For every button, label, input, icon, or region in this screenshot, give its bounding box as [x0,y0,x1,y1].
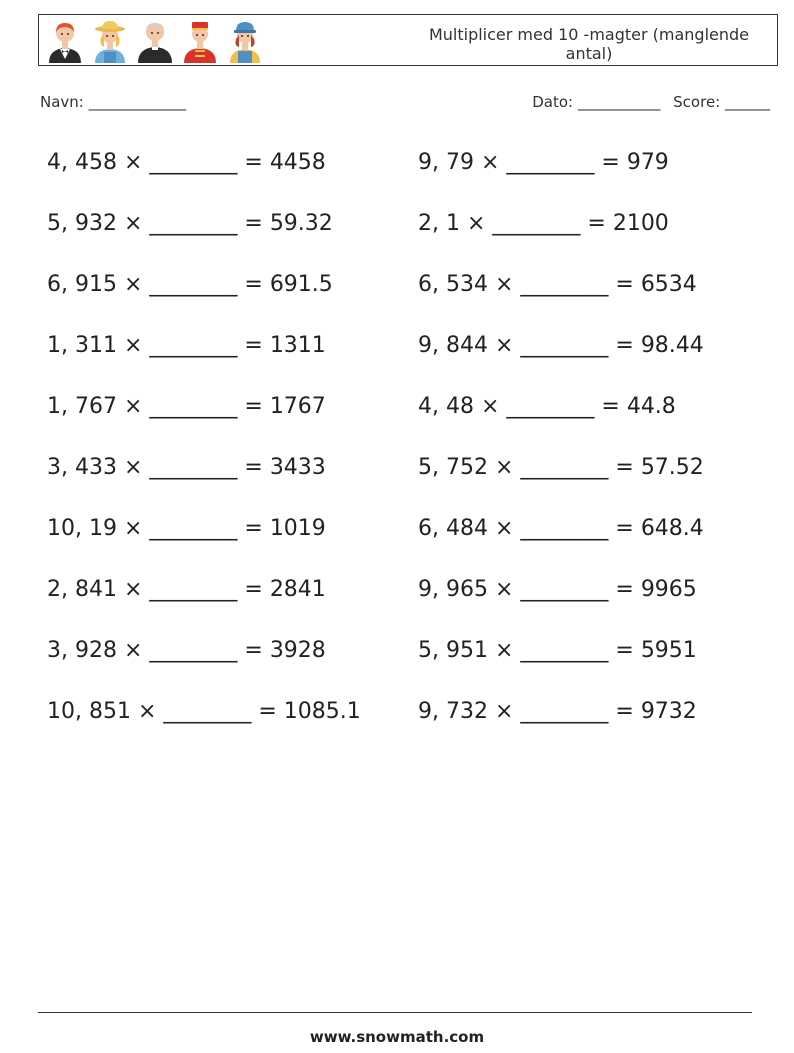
worker-avatar-icon [225,19,265,63]
problem-item: 6, 484 × ________ = 648.4 [418,516,704,541]
problem-item: 3, 433 × ________ = 3433 [47,455,326,480]
bellhop-avatar-icon [180,19,220,63]
worksheet-header [38,14,778,66]
problem-row [0,450,794,511]
problem-item: 2, 1 × ________ = 2100 [418,211,669,236]
problem-row [0,511,794,572]
farmer-avatar-icon [90,19,130,63]
problem-row [0,389,794,450]
problem-row [0,206,794,267]
problem-item: 9, 732 × ________ = 9732 [418,699,697,724]
problem-item: 6, 915 × ________ = 691.5 [47,272,333,297]
problem-row [0,633,794,694]
problem-row [0,572,794,633]
worksheet-title: Multiplicer med 10 -magter (manglende antal) [428,25,750,63]
problem-item: 1, 767 × ________ = 1767 [47,394,326,419]
problem-item: 9, 965 × ________ = 9965 [418,577,697,602]
problem-grid [0,145,794,755]
footer-divider [38,1012,752,1013]
problem-row [0,145,794,206]
problem-row [0,328,794,389]
avatar-strip [45,19,265,63]
problem-item: 9, 844 × ________ = 98.44 [418,333,704,358]
problem-item: 5, 752 × ________ = 57.52 [418,455,704,480]
problem-item: 10, 851 × ________ = 1085.1 [47,699,361,724]
problem-item: 4, 48 × ________ = 44.8 [418,394,676,419]
footer-site-link[interactable]: www.snowmath.com [309,1028,485,1046]
problem-row [0,694,794,755]
problem-item: 3, 928 × ________ = 3928 [47,638,326,663]
problem-item: 5, 951 × ________ = 5951 [418,638,697,663]
problem-item: 5, 932 × ________ = 59.32 [47,211,333,236]
date-field: Dato: ___________ [532,93,661,111]
problem-item: 4, 458 × ________ = 4458 [47,150,326,175]
name-field: Navn: _____________ [40,93,187,111]
problem-row [0,267,794,328]
problem-item: 9, 79 × ________ = 979 [418,150,669,175]
problem-item: 1, 311 × ________ = 1311 [47,333,326,358]
problem-item: 2, 841 × ________ = 2841 [47,577,326,602]
waiter-avatar-icon [45,19,85,63]
score-field: Score: ______ [673,93,770,111]
problem-item: 6, 534 × ________ = 6534 [418,272,697,297]
date-score-fields [532,93,770,111]
priest-avatar-icon [135,19,175,63]
problem-item: 10, 19 × ________ = 1019 [47,516,326,541]
